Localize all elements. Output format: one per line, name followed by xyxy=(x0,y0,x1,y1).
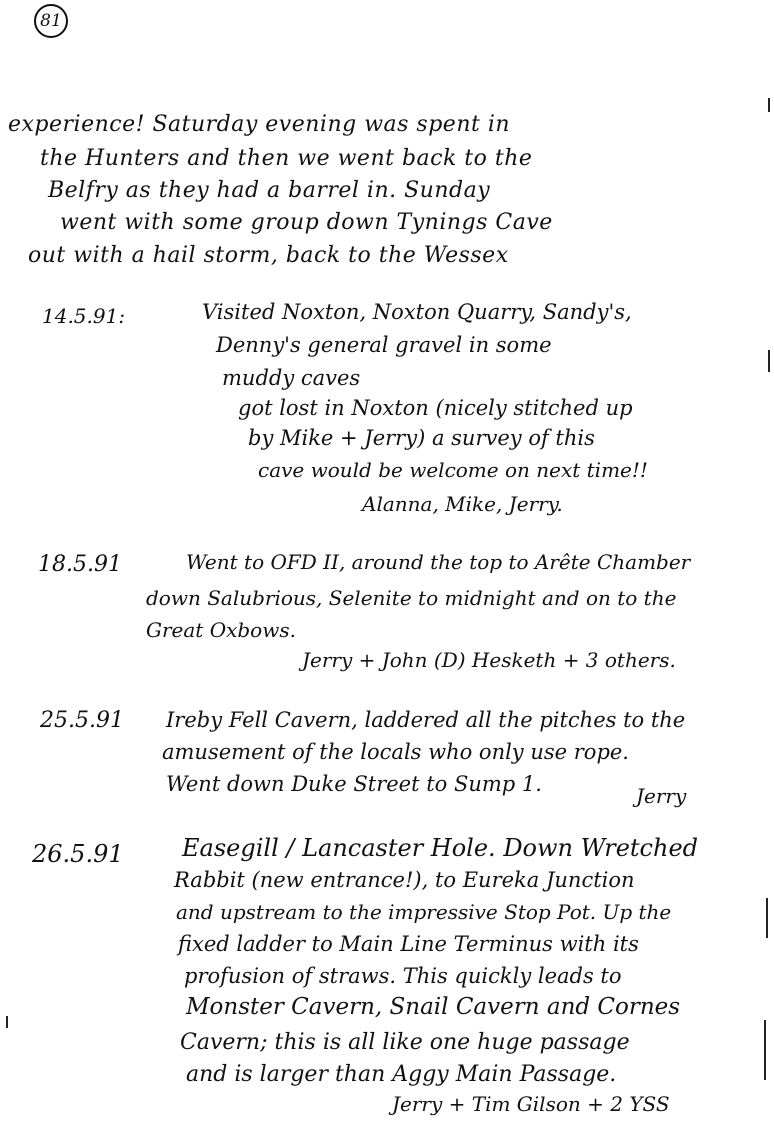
entry-signature: Jerry + John (D) Hesketh + 3 others. xyxy=(302,648,676,672)
scan-edge-mark xyxy=(764,1020,766,1080)
intro-line: the Hunters and then we went back to the xyxy=(40,146,533,171)
entry-line: Ireby Fell Cavern, laddered all the pitches to the xyxy=(166,708,686,732)
entry-date: 26.5.91 xyxy=(32,840,124,868)
entry-signature: Jerry + Tim Gilson + 2 YSS xyxy=(392,1092,670,1116)
scan-edge-mark xyxy=(768,350,770,372)
entry-line: got lost in Noxton (nicely stitched up xyxy=(238,396,633,420)
intro-line: Belfry as they had a barrel in. Sunday xyxy=(48,178,491,203)
intro-line: out with a hail storm, back to the Wessex xyxy=(28,243,509,268)
entry-line: by Mike + Jerry) a survey of this xyxy=(248,426,595,450)
page-number: 81 xyxy=(34,4,68,38)
entry-line: Denny's general gravel in some xyxy=(216,333,552,357)
entry-line: down Salubrious, Selenite to midnight and on to the xyxy=(146,586,677,610)
entry-signature: Jerry xyxy=(636,784,687,808)
entry-line: Went to OFD II, around the top to Arête Chamber xyxy=(186,550,691,574)
entry-line: Visited Noxton, Noxton Quarry, Sandy's, xyxy=(202,300,632,324)
entry-line: Cavern; this is all like one huge passage xyxy=(180,1030,630,1055)
entry-line: profusion of straws. This quickly leads to xyxy=(184,964,622,988)
scan-edge-mark xyxy=(6,1016,8,1028)
intro-line: experience! Saturday evening was spent in xyxy=(8,112,511,137)
entry-line: cave would be welcome on next time!! xyxy=(258,458,648,482)
entry-signature: Alanna, Mike, Jerry. xyxy=(362,492,563,516)
entry-line: Went down Duke Street to Sump 1. xyxy=(166,772,542,796)
entry-line: Rabbit (new entrance!), to Eureka Junction xyxy=(174,868,635,892)
entry-date: 25.5.91 xyxy=(40,708,124,733)
entry-date: 14.5.91: xyxy=(42,304,126,328)
entry-line: amusement of the locals who only use rope. xyxy=(162,740,629,764)
entry-line: fixed ladder to Main Line Terminus with its xyxy=(178,932,639,956)
intro-line: went with some group down Tynings Cave xyxy=(60,210,553,235)
entry-line: and is larger than Aggy Main Passage. xyxy=(186,1062,617,1087)
entry-line: Monster Cavern, Snail Cavern and Cornes xyxy=(186,994,681,1020)
scan-edge-mark xyxy=(766,898,768,938)
entry-line: and upstream to the impressive Stop Pot. Up the xyxy=(176,900,672,924)
entry-line: Easegill / Lancaster Hole. Down Wretched xyxy=(182,834,699,862)
entry-line: muddy caves xyxy=(222,366,361,390)
entry-date: 18.5.91 xyxy=(38,552,122,577)
entry-line: Great Oxbows. xyxy=(146,618,296,642)
scan-edge-mark xyxy=(768,98,770,112)
